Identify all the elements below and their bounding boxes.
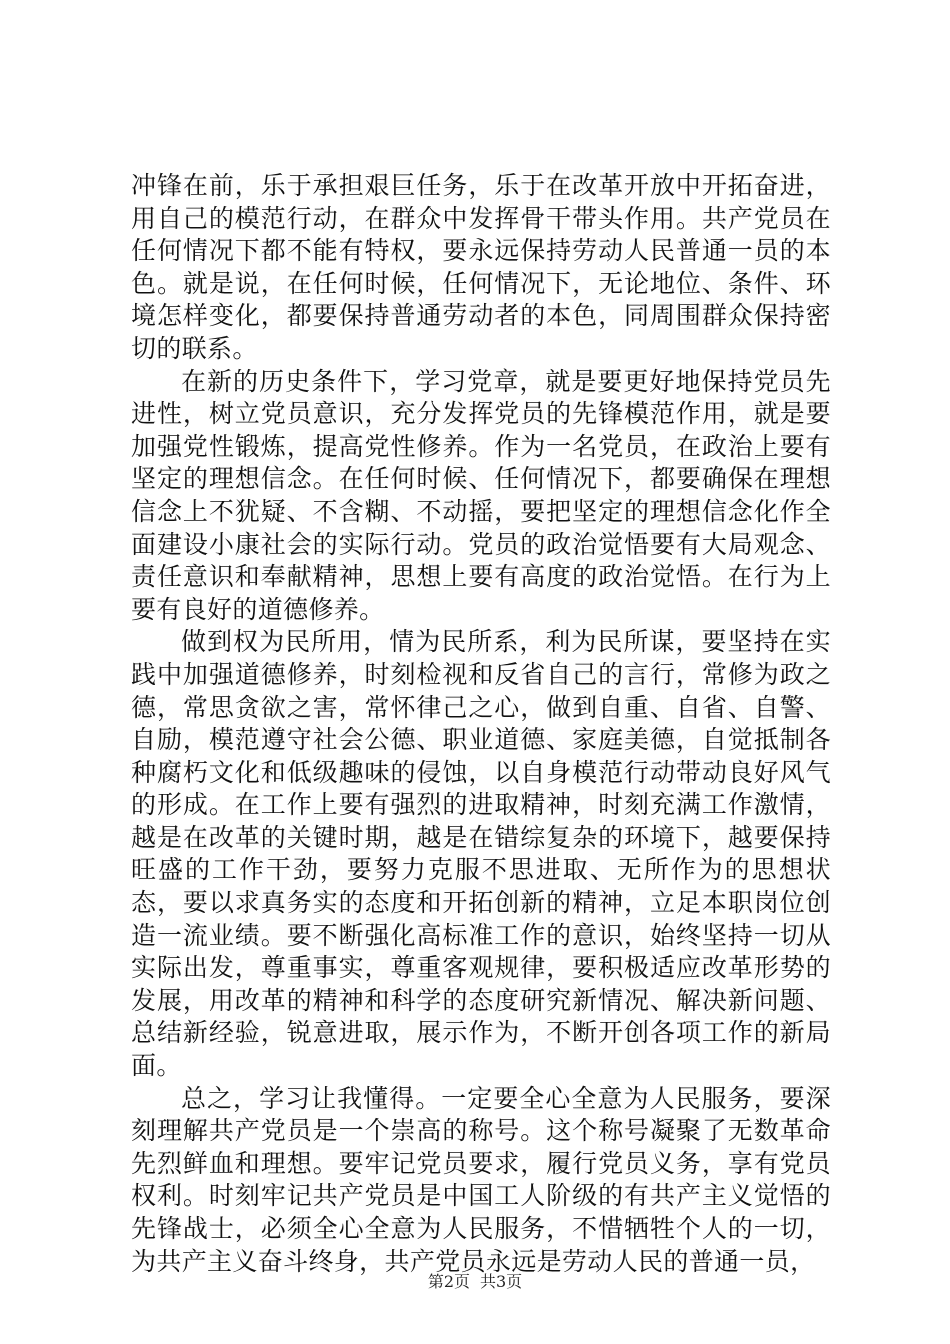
paragraph-conclusion: 总之，学习让我懂得。一定要全心全意为人民服务，要深刻理解共产党员是一个崇高的称号。这个称号凝聚了无数革命先烈鲜血和理想。要牢记党员要求，履行党员义务，享有党员权利。时刻牢记共产党员是中国工人阶级的有共产主义觉悟的先锋战士，必须全心全意为人民服务，不惜牺牲个人的一切，为共产主义奋斗终身，共产党员永远是劳动人民的普通一员， (131, 1083, 831, 1276)
page-footer (0, 1272, 950, 1292)
page-number: 第2页 (427, 1272, 470, 1291)
paragraph-continuation: 冲锋在前，乐于承担艰巨任务，乐于在改革开放中开拓奋进，用自己的模范行动，在群众中发挥骨干带头作用。共产党员在任何情况下都不能有特权，要永远保持劳动人民普通一员的本色。就是说，在任何时候，任何情况下，无论地位、条件、环境怎样变化，都要保持普通劳动者的本色，同周围群众保持密切的联系。 (131, 171, 831, 363)
document-body (131, 170, 831, 1278)
paragraph-party-constitution: 在新的历史条件下，学习党章，就是要更好地保持党员先进性，树立党员意识，充分发挥党员的先锋模范作用，就是要加强党性锻炼，提高党性修养。作为一名党员，在政治上要有坚定的理想信念。在任何时候、任何情况下，都要确保在理想信念上不犹疑、不含糊、不动摇，要把坚定的理想信念化作全面建设小康社会的实际行动。党员的政治觉悟要有大局观念、责任意识和奉献精神，思想上要有高度的政治觉悟。在行为上要有良好的道德修养。 (131, 366, 831, 624)
paragraph-moral-cultivation: 做到权为民所用，情为民所系，利为民所谋，要坚持在实践中加强道德修养，时刻检视和反省自己的言行，常修为政之德，常思贪欲之害，常怀律己之心，做到自重、自省、自警、自励，模范遵守社会公德、职业道德、家庭美德，自觉抵制各种腐朽文化和低级趣味的侵蚀，以自身模范行动带动良好风气的形成。在工作上要有强烈的进取精神，时刻充满工作激情，越是在改革的关键时期，越是在错综复杂的环境下，越要保持旺盛的工作干劲，要努力克服不思进取、无所作为的思想状态，要以求真务实的态度和开拓创新的精神，立足本职岗位创造一流业绩。要不断强化高标准工作的意识，始终坚持一切从实际出发，尊重事实，尊重客观规律，要积极适应改革形势的发展，用改革的精神和科学的态度研究新情况、解决新问题、总结新经验，锐意进取，展示作为，不断开创各项工作的新局面。 (131, 627, 831, 1081)
page-total: 共3页 (480, 1272, 523, 1291)
